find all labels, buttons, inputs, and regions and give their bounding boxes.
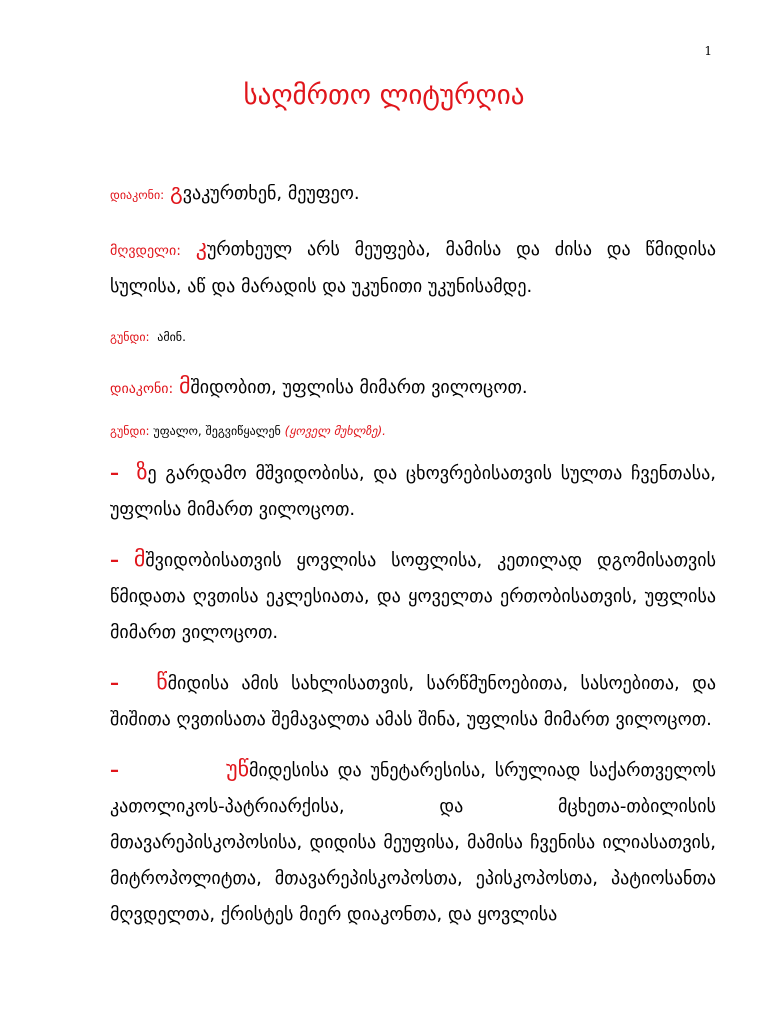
red-initial: გ	[169, 180, 183, 205]
line-text: უფალო, შეგვიწყალენ	[153, 424, 281, 438]
choir-line-1	[110, 327, 716, 347]
line-text: ურთხეულ არს მეუფება, მამისა და ძისა და წმიდისა სულისა, აწ და მარადის და უკუნითი უკუნისამდე.	[110, 239, 716, 297]
red-initial: მ	[178, 374, 191, 399]
dash-mark: –	[110, 550, 119, 571]
line-text: შიდობით, უფლისა მიმართ ვილოცოთ.	[190, 377, 528, 398]
petition-2	[110, 542, 716, 651]
priest-line-1	[110, 231, 716, 305]
dash-mark: –	[110, 673, 119, 694]
rubric-note: (ყოველ მუხლზე).	[284, 424, 386, 438]
page-number: 1	[704, 44, 712, 58]
line-text: მიდესისა და უნეტარესისა, სრულიად საქართველოს კათოლიკოს-პატრიარქისა, და მცხეთა-თბილისის მთავარეპისკოპოსისა, დიდისა მეუფისა, მამისა ჩვენისა ილიასათვის, მიტროპოლიტთა, მთავარეპისკოპოსთა, ეპისკოპოსთა, პატიოსანთა მღვდელთა, ქრისტეს მიერ დიაკონთა, და ყოვლისა	[110, 760, 716, 925]
red-initial: ზ	[136, 460, 148, 485]
role-priest: მღვდელი:	[110, 243, 181, 259]
deacon-line-1	[110, 175, 716, 213]
liturgy-text	[110, 175, 716, 933]
petition-1	[110, 455, 716, 528]
line-text: ამინ.	[157, 330, 186, 344]
dash-mark: –	[110, 760, 119, 781]
role-deacon: დიაკონი:	[110, 381, 174, 397]
red-initial: უწ	[226, 757, 250, 782]
deacon-line-2	[110, 369, 716, 407]
role-choir: გუნდი:	[110, 424, 150, 438]
red-initial: კ	[195, 236, 207, 261]
role-deacon: დიაკონი:	[110, 188, 165, 202]
line-text: ვაკურთხენ, მეუფეო.	[182, 183, 360, 204]
choir-line-2	[110, 421, 716, 441]
page-title: საღმრთო ლიტურღია	[243, 80, 525, 111]
line-text: შვიდობისათვის ყოვლისა სოფლისა, კეთილად დგომისათვის წმიდათა ღვთისა ეკლესიათა, და ყოველთა ერთობისათვის, უფლისა მიმართ ვილოცოთ.	[110, 550, 716, 643]
role-choir: გუნდი:	[110, 330, 150, 344]
red-initial: წ	[156, 670, 168, 695]
line-text: ე გარდამო მშვიდობისა, და ცხოვრებისათვის სულთა ჩვენთასა, უფლისა მიმართ ვილოცოთ.	[110, 463, 716, 520]
line-text: მიდისა ამის სახლისათვის, სარწმუნოებითა, სასოებითა, და შიშითა ღვთისათა შემავალთა ამას შინა, უფლისა მიმართ ვილოცოთ.	[110, 673, 716, 730]
petition-3	[110, 665, 716, 738]
petition-4	[110, 752, 716, 933]
red-initial: მ	[133, 547, 146, 572]
dash-mark: –	[110, 463, 119, 484]
